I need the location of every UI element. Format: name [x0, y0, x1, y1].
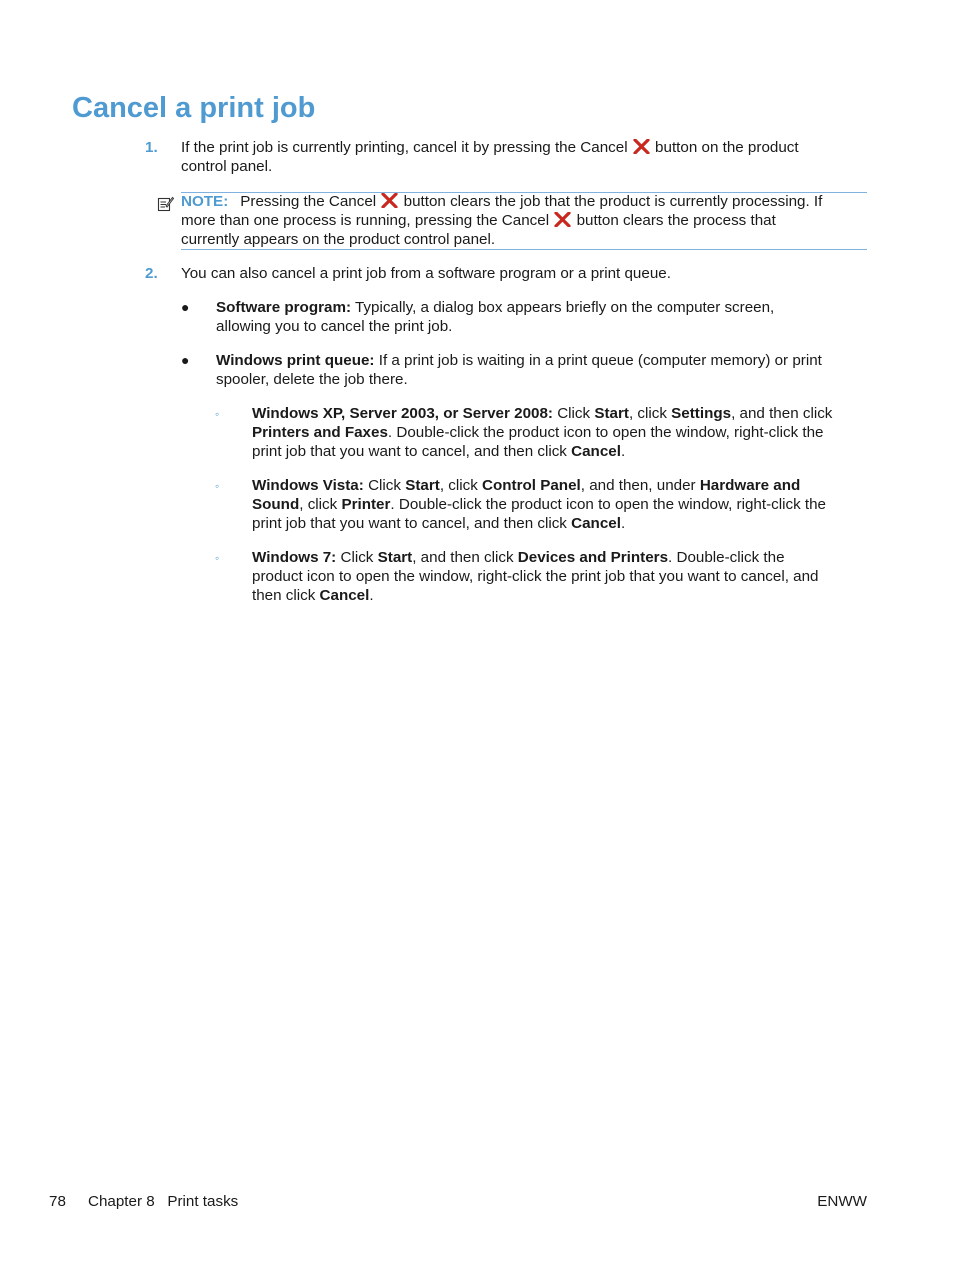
- cancel-x-icon: [554, 212, 571, 227]
- page-title: Cancel a print job: [72, 92, 316, 124]
- sub-bullet-circle: ◦: [215, 551, 220, 565]
- step-2-text: You can also cancel a print job from a software program or a print queue.: [181, 265, 671, 282]
- footer-enww: ENWW: [817, 1193, 867, 1210]
- sub-item-windows-7: Windows 7: Click Start, and then click Devices and Printers. Double-click the product icon to open the window, right-click the print job that you want to cancel, and then click Cancel.: [252, 549, 819, 604]
- footer-chapter: Chapter 8 Print tasks: [88, 1193, 239, 1210]
- bullet-software-program: Software program: Typically, a dialog box appears briefly on the computer screen, allowing you to cancel the print job.: [216, 299, 775, 335]
- step-1-number: 1.: [145, 139, 158, 156]
- note-icon: [157, 195, 174, 212]
- cancel-x-icon: [381, 193, 398, 208]
- step-1-text: If the print job is currently printing, cancel it by pressing the Cancel button on the product control panel.: [181, 139, 799, 175]
- sub-bullet-circle: ◦: [215, 407, 220, 421]
- bullet-dot: ●: [181, 299, 190, 315]
- step-2-number: 2.: [145, 265, 158, 282]
- bullet-dot: ●: [181, 352, 190, 368]
- sub-bullet-circle: ◦: [215, 479, 220, 493]
- sub-item-windows-xp: Windows XP, Server 2003, or Server 2008: Click Start, click Settings, and then click Printers and Faxes. Double-click the product icon to open the window, right-click the print job that you want to cancel, and then click Cancel.: [252, 405, 833, 460]
- note-label: NOTE:: [181, 193, 229, 210]
- sub-item-windows-vista: Windows Vista: Click Start, click Control Panel, and then, under Hardware and Sound, click Printer. Double-click the product icon to open the window, right-click the print job that you want to cancel, and then click Cancel.: [252, 477, 827, 532]
- note-text: NOTE: Pressing the Cancel button clears the job that the product is currently processing. If more than one process is running, pressing the Cancel button clears the process that currently appears on the product control panel.: [181, 193, 823, 248]
- footer-page-number: 78: [49, 1193, 66, 1210]
- bullet-windows-print-queue: Windows print queue: If a print job is waiting in a print queue (computer memory) or print spooler, delete the job there.: [216, 352, 822, 388]
- cancel-x-icon: [633, 139, 650, 154]
